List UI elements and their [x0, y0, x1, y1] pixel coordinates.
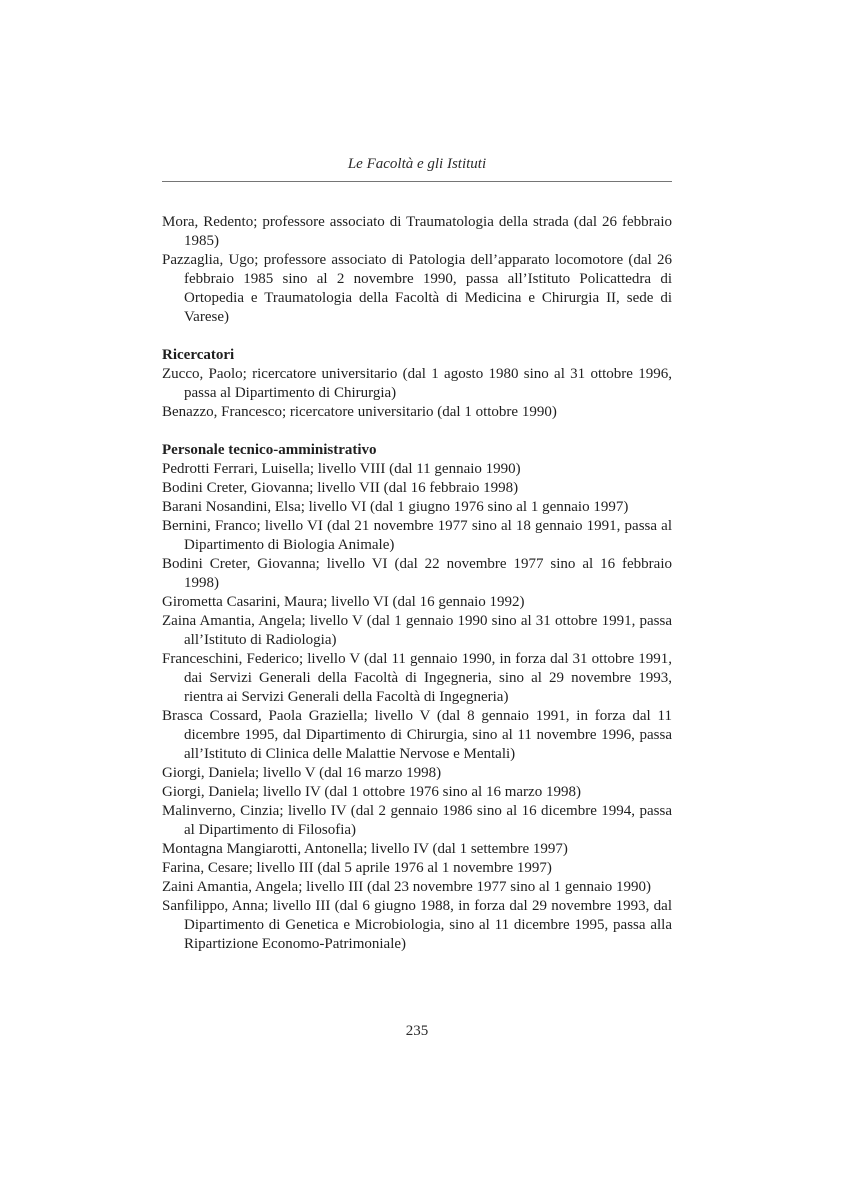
header-rule-divider: [162, 181, 672, 182]
personnel-entry: Mora, Redento; professore associato di Traumatologia della strada (dal 26 febbraio 1985): [162, 214, 672, 249]
running-header: Le Facoltà e gli Istituti: [347, 156, 487, 172]
personnel-entry: Zaini Amantia, Angela; livello III (dal 23 novembre 1977 sino al 1 gennaio 1990): [162, 879, 652, 895]
personnel-entry: Pazzaglia, Ugo; professore associato di Patologia dell’apparato locomotore (dal 26 febbraio 1985 sino al 2 novembre 1990, passa all’Istituto Policattedra di Ortopedia e Traumatologia della Facoltà di Medicina e Chirurgia II, sede di Varese): [162, 252, 672, 325]
text-column: [162, 155, 672, 954]
personnel-entry: Montagna Mangiarotti, Antonella; livello IV (dal 1 settembre 1997): [162, 841, 568, 857]
personnel-entry: Malinverno, Cinzia; livello IV (dal 2 gennaio 1986 sino al 16 dicembre 1994, passa al Dipartimento di Filosofia): [162, 803, 672, 838]
section-heading-ricercatori: Ricercatori: [162, 347, 235, 363]
personnel-entry: Pedrotti Ferrari, Luisella; livello VIII (dal 11 gennaio 1990): [162, 461, 521, 477]
personnel-entry: Girometta Casarini, Maura; livello VI (dal 16 gennaio 1992): [162, 594, 525, 610]
page-number: 235: [405, 1023, 429, 1039]
personnel-entry: Giorgi, Daniela; livello IV (dal 1 ottobre 1976 sino al 16 marzo 1998): [162, 784, 581, 800]
personnel-entry: Zaina Amantia, Angela; livello V (dal 1 gennaio 1990 sino al 31 ottobre 1991, passa all’Istituto di Radiologia): [162, 613, 672, 648]
personnel-entry: Brasca Cossard, Paola Graziella; livello V (dal 8 gennaio 1991, in forza dal 11 dicembre 1995, dal Dipartimento di Chirurgia, sino al 11 novembre 1996, passa all’Istituto di Clinica delle Malattie Nervose e Mentali): [162, 708, 672, 762]
personnel-entry: Bodini Creter, Giovanna; livello VI (dal 22 novembre 1977 sino al 16 febbraio 1998): [162, 556, 672, 591]
personnel-entry: Farina, Cesare; livello III (dal 5 aprile 1976 al 1 novembre 1997): [162, 860, 552, 876]
personnel-entry: Sanfilippo, Anna; livello III (dal 6 giugno 1988, in forza dal 29 novembre 1993, dal Dipartimento di Genetica e Microbiologia, sino al 11 dicembre 1995, passa alla Ripartizione Economo-Patrimoniale): [162, 898, 672, 952]
personnel-entry: Bernini, Franco; livello VI (dal 21 novembre 1977 sino al 18 gennaio 1991, passa al Dipartimento di Biologia Animale): [162, 518, 672, 553]
personnel-entry: Giorgi, Daniela; livello V (dal 16 marzo 1998): [162, 765, 442, 781]
section-heading-personale: Personale tecnico-amministrativo: [162, 442, 377, 458]
page-body: [162, 213, 672, 954]
personnel-entry: Bodini Creter, Giovanna; livello VII (dal 16 febbraio 1998): [162, 480, 519, 496]
personnel-entry: Franceschini, Federico; livello V (dal 11 gennaio 1990, in forza dal 31 ottobre 1991, dai Servizi Generali della Facoltà di Ingegneria, sino al 29 novembre 1993, rientra ai Servizi Generali della Facoltà di Ingegneria): [162, 651, 672, 705]
personnel-entry: Barani Nosandini, Elsa; livello VI (dal 1 giugno 1976 sino al 1 gennaio 1997): [162, 499, 629, 515]
personnel-entry: Zucco, Paolo; ricercatore universitario (dal 1 agosto 1980 sino al 31 ottobre 1996, passa al Dipartimento di Chirurgia): [162, 366, 672, 401]
personnel-entry: Benazzo, Francesco; ricercatore universitario (dal 1 ottobre 1990): [162, 404, 557, 420]
